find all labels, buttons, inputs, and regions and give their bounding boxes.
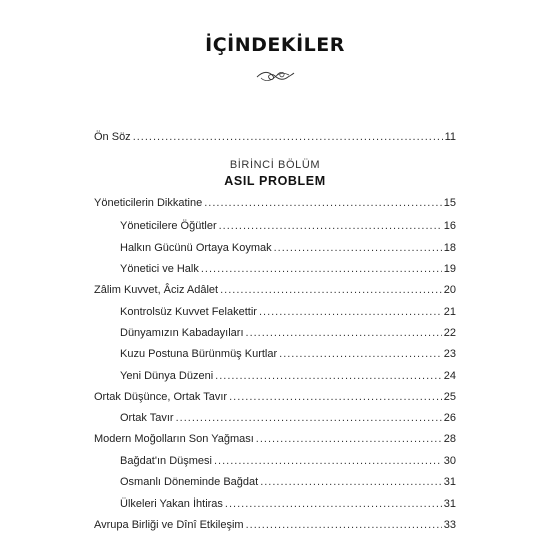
toc-entry-label: Yeni Dünya Düzeni <box>120 370 214 382</box>
toc-entry-page: 24 <box>443 370 456 382</box>
toc-entry-page: 31 <box>443 476 456 488</box>
toc-entry-page: 28 <box>443 433 456 445</box>
toc-entry-page: 19 <box>443 263 456 275</box>
toc-entry[interactable] <box>120 496 456 512</box>
toc-entry-page: 23 <box>443 348 456 360</box>
toc-entry-label: Dünyamızın Kabadayıları <box>120 327 244 339</box>
toc-entry-label: Ortak Tavır <box>120 412 174 424</box>
toc-entry[interactable] <box>94 282 456 298</box>
toc-entry-label: Yöneticilere Öğütler <box>120 220 217 232</box>
toc-entry-label: Avrupa Birliği ve Dînî Etkileşim <box>94 519 244 531</box>
toc-entry-page: 18 <box>443 242 456 254</box>
toc-entry-label: Kuzu Postuna Bürünmüş Kurtlar <box>120 348 278 360</box>
dot-leader <box>259 304 442 320</box>
dot-leader <box>133 129 443 145</box>
dot-leader <box>279 346 442 362</box>
dot-leader <box>246 325 442 341</box>
toc-entry-label: Osmanlı Döneminde Bağdat <box>120 476 259 488</box>
dot-leader <box>229 389 442 405</box>
toc-entry-label: Modern Moğolların Son Yağması <box>94 433 254 445</box>
toc-entry-label: Yönetici ve Halk <box>120 263 199 275</box>
toc-entry-page: 26 <box>443 412 456 424</box>
dot-leader <box>204 195 442 211</box>
toc-entry-page: 16 <box>443 220 456 232</box>
toc-entry[interactable] <box>94 431 456 447</box>
toc-entry-page: 21 <box>443 306 456 318</box>
toc-entry-preface[interactable] <box>94 129 456 145</box>
toc-entry-page: 33 <box>443 519 456 531</box>
toc-entry[interactable] <box>94 517 456 533</box>
toc-entry-page: 30 <box>443 455 456 467</box>
page-title: İÇİNDEKİLER <box>205 34 345 56</box>
toc-entry[interactable] <box>120 218 456 234</box>
toc-entry-page: 25 <box>443 391 456 403</box>
dot-leader <box>225 496 442 512</box>
toc-entry-page: 20 <box>443 284 456 296</box>
toc-entry[interactable] <box>120 453 456 469</box>
toc-entry[interactable] <box>120 304 456 320</box>
toc-entry[interactable] <box>94 195 456 211</box>
toc-entry-label: Kontrolsüz Kuvvet Felakettir <box>120 306 257 318</box>
toc-entry-page: 11 <box>444 131 456 143</box>
dot-leader <box>256 431 442 447</box>
flourish-ornament-icon <box>255 68 295 84</box>
dot-leader <box>220 282 442 298</box>
toc-entry-label: Ön Söz <box>94 131 131 143</box>
toc-entry[interactable] <box>120 240 456 256</box>
toc-entry-label: Ortak Düşünce, Ortak Tavır <box>94 391 228 403</box>
toc-entry[interactable] <box>120 368 456 384</box>
dot-leader <box>274 240 442 256</box>
dot-leader <box>219 218 442 234</box>
toc-entry-label: Yöneticilerin Dikkatine <box>94 197 203 209</box>
part-title: ASIL PROBLEM <box>224 174 326 188</box>
toc-entry[interactable] <box>120 325 456 341</box>
dot-leader <box>215 368 442 384</box>
toc-entry-label: Ülkeleri Yakan İhtiras <box>120 498 223 510</box>
toc-entry-label: Halkın Gücünü Ortaya Koymak <box>120 242 272 254</box>
part-label: BİRİNCİ BÖLÜM <box>229 159 321 171</box>
toc-entry[interactable] <box>120 346 456 362</box>
toc-entry[interactable] <box>94 389 456 405</box>
dot-leader <box>246 517 442 533</box>
dot-leader <box>214 453 442 469</box>
toc-entry-label: Bağdat'ın Düşmesi <box>120 455 212 467</box>
toc-entry-page: 22 <box>443 327 456 339</box>
toc-entry-page: 15 <box>443 197 456 209</box>
toc-entry[interactable] <box>120 474 456 490</box>
toc-entry-label: Zâlim Kuvvet, Âciz Adâlet <box>94 284 219 296</box>
dot-leader <box>260 474 442 490</box>
dot-leader <box>176 410 442 426</box>
toc-entry[interactable] <box>120 261 456 277</box>
toc-entry[interactable] <box>120 410 456 426</box>
toc-entry-page: 31 <box>443 498 456 510</box>
dot-leader <box>201 261 442 277</box>
